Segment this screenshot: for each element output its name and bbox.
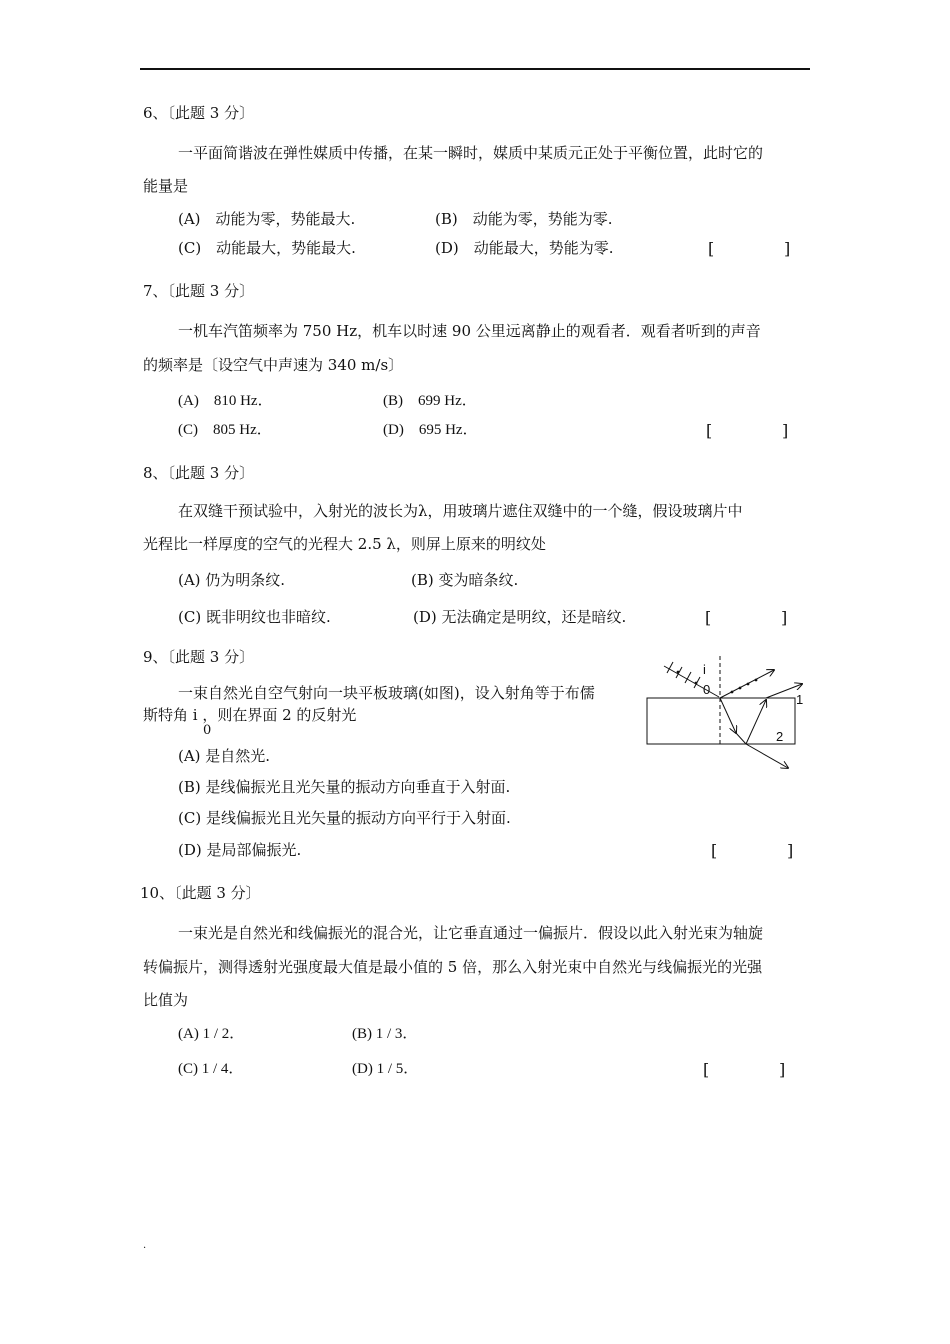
q8-option-c: (C) 既非明纹也非暗纹. xyxy=(178,608,331,626)
q9-heading: 9、〔此题 3 分〕 xyxy=(143,648,255,666)
q6-option-c: (C) 动能最大，势能最大. xyxy=(178,239,356,257)
bracket-close: ] xyxy=(782,421,789,440)
q9-answer-bracket[interactable] xyxy=(711,841,794,860)
bracket-open: [ xyxy=(711,841,718,860)
brewster-figure xyxy=(640,652,810,772)
label-1: 1 xyxy=(796,692,804,707)
q10-option-a: (A) 1 / 2． xyxy=(178,1026,245,1042)
q7-option-a: (A) 810 Hz． xyxy=(178,393,273,409)
q9-option-a: (A) 是自然光. xyxy=(178,747,271,765)
q7-stem-line1: 一机车汽笛频率为 750 Hz，机车以时速 90 公里远离静止的观看者．观看者听到的声音 xyxy=(178,322,761,340)
q6-stem-line2: 能量是 xyxy=(143,177,189,195)
q9-stem-subscript: 0 xyxy=(203,723,212,738)
bracket-close: ] xyxy=(784,239,791,258)
header-rule xyxy=(140,68,810,70)
q6-answer-bracket[interactable] xyxy=(708,239,791,258)
label-2: 2 xyxy=(776,729,784,744)
bracket-close: ] xyxy=(787,841,794,860)
q6-option-b: (B) 动能为零，势能为零. xyxy=(435,210,613,228)
bracket-open: [ xyxy=(703,1060,710,1079)
incident-polarization-ticks xyxy=(667,662,700,688)
incident-ray xyxy=(664,666,719,697)
q9-option-b: (B) 是线偏振光且光矢量的振动方向垂直于入射面. xyxy=(178,778,511,796)
q8-heading: 8、〔此题 3 分〕 xyxy=(143,464,255,482)
internal-reflected-ray xyxy=(746,700,766,744)
bracket-close: ] xyxy=(779,1060,786,1079)
q7-answer-bracket[interactable] xyxy=(706,421,789,440)
q8-option-b: (B) 变为暗条纹. xyxy=(411,571,519,589)
q9-option-d: (D) 是局部偏振光. xyxy=(178,841,302,859)
q6-heading: 6、〔此题 3 分〕 xyxy=(143,104,255,122)
bracket-open: [ xyxy=(706,421,713,440)
transmitted-ray xyxy=(746,744,788,768)
q9-stem-line2: 斯特角 i ，则在界面 2 的反射光 xyxy=(143,706,357,724)
q6-option-a: (A) 动能为零，势能最大. xyxy=(178,210,356,228)
q8-option-d: (D) 无法确定是明纹，还是暗纹. xyxy=(413,608,627,626)
q10-option-d: (D) 1 / 5． xyxy=(352,1061,419,1077)
q7-option-b: (B) 699 Hz． xyxy=(383,393,477,409)
label-i: i xyxy=(703,662,706,677)
q10-option-b: (B) 1 / 3． xyxy=(352,1026,418,1042)
q8-stem-line2: 光程比一样厚度的空气的光程大 2.5 λ，则屏上原来的明纹处 xyxy=(143,535,546,553)
bracket-open: [ xyxy=(708,239,715,258)
q8-option-a: (A) 仍为明条纹. xyxy=(178,571,286,589)
glass-plate xyxy=(647,698,795,744)
q7-option-c: (C) 805 Hz． xyxy=(178,422,272,438)
label-0: 0 xyxy=(703,682,711,697)
header-mark: . xyxy=(804,62,808,73)
q9-stem-line1: 一束自然光自空气射向一块平板玻璃(如图)，设入射角等于布儒 xyxy=(178,684,595,702)
q7-stem-line2: 的频率是〔设空气中声速为 340 m/s〕 xyxy=(143,356,404,374)
refracted-ray xyxy=(720,698,736,733)
q7-heading: 7、〔此题 3 分〕 xyxy=(143,282,255,300)
footer-mark: . xyxy=(143,1240,147,1251)
q7-option-d: (D) 695 Hz． xyxy=(383,422,478,438)
q10-stem-line3: 比值为 xyxy=(143,991,189,1009)
q6-option-d: (D) 动能最大，势能为零. xyxy=(435,239,614,257)
q9-option-c: (C) 是线偏振光且光矢量的振动方向平行于入射面. xyxy=(178,809,511,827)
bracket-close: ] xyxy=(781,608,788,627)
q8-answer-bracket[interactable] xyxy=(705,608,788,627)
q10-heading: 10、〔此题 3 分〕 xyxy=(140,884,261,902)
incident-polarization-dots xyxy=(677,671,698,685)
q10-answer-bracket[interactable] xyxy=(703,1060,786,1079)
q6-stem-line1: 一平面简谐波在弹性媒质中传播，在某一瞬时，媒质中某质元正处于平衡位置，此时它的 xyxy=(178,144,764,162)
bracket-open: [ xyxy=(705,608,712,627)
refracted-ray-continued xyxy=(736,733,746,744)
q10-option-c: (C) 1 / 4． xyxy=(178,1061,244,1077)
q8-stem-line1: 在双缝干预试验中，入射光的波长为λ，用玻璃片遮住双缝中的一个缝，假设玻璃片中 xyxy=(178,502,743,520)
q10-stem-line1: 一束光是自然光和线偏振光的混合光，让它垂直通过一偏振片．假设以此入射光束为轴旋 xyxy=(178,924,764,942)
q10-stem-line2: 转偏振片，测得透射光强度最大值是最小值的 5 倍，那么入射光束中自然光与线偏振光的光强 xyxy=(143,958,763,976)
